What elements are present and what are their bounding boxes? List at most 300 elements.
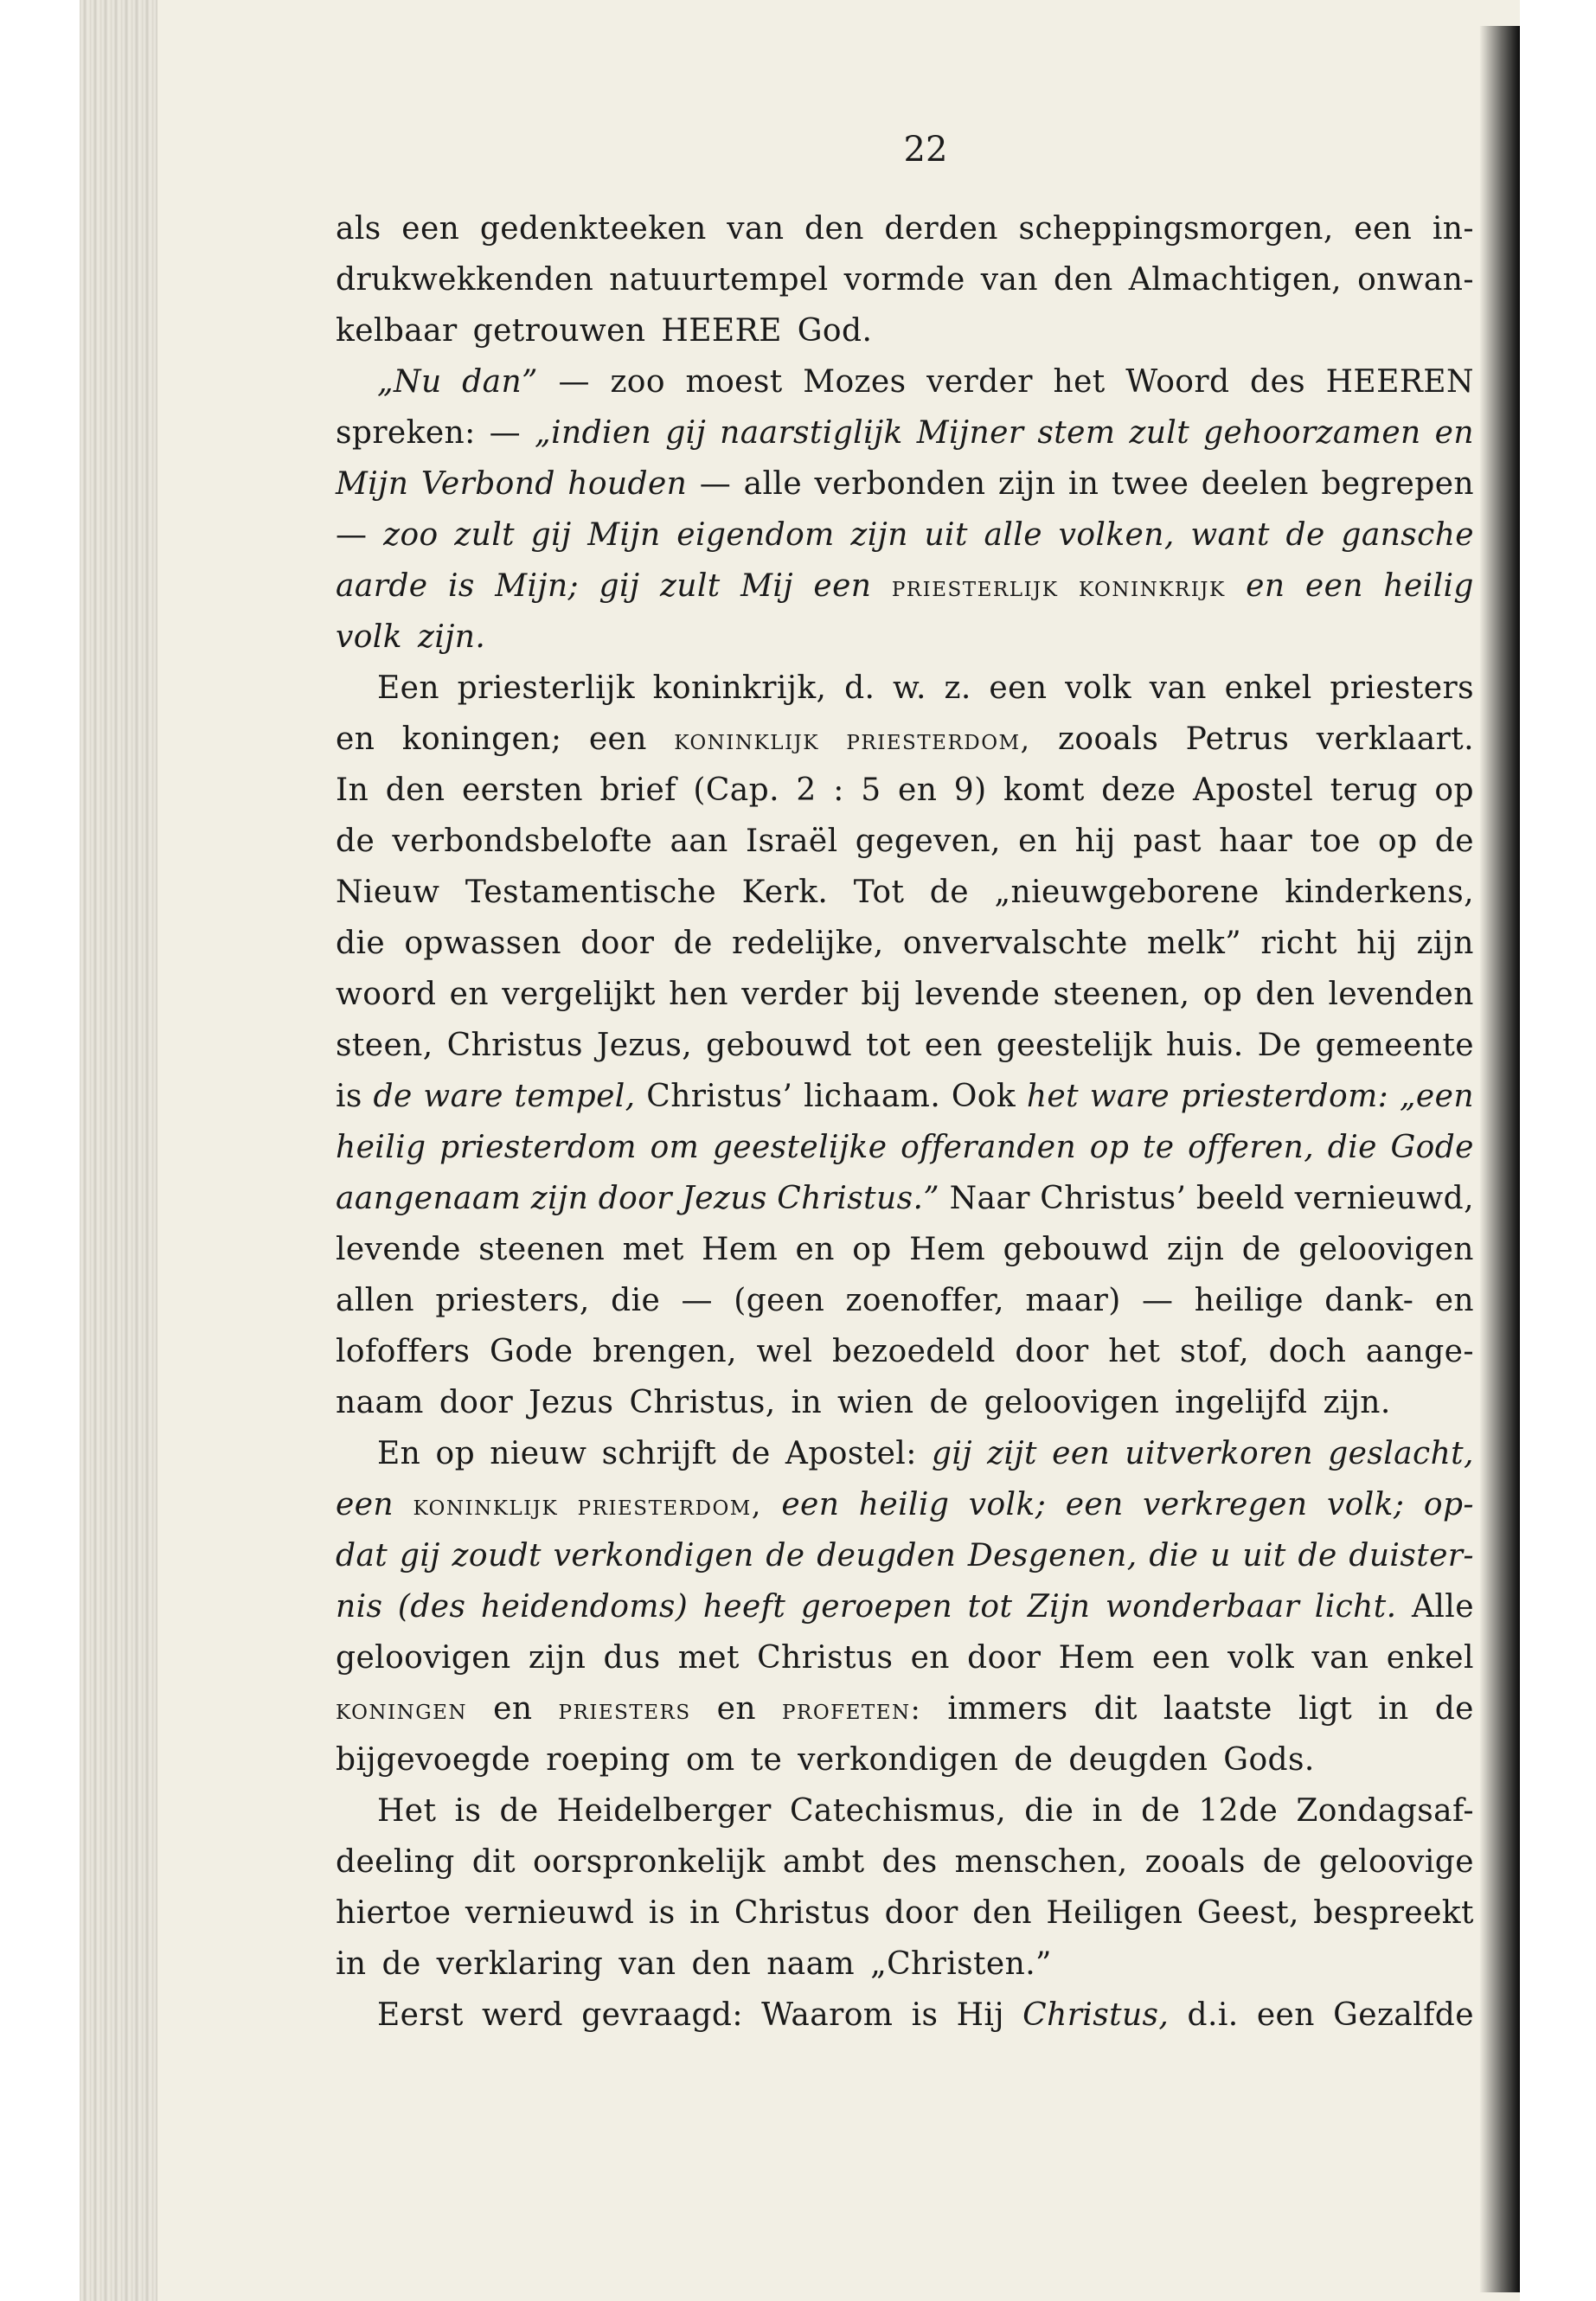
word: en [336, 721, 375, 757]
word: bij [861, 977, 902, 1012]
word: wien [837, 1385, 914, 1420]
word: profeten: [782, 1692, 922, 1726]
word: die [1024, 1793, 1074, 1829]
word: de [929, 875, 969, 910]
word: geloovige [1318, 1844, 1474, 1880]
word: het [1108, 1334, 1161, 1369]
word: de [1434, 824, 1474, 859]
word: met [622, 1232, 684, 1267]
word: koninkrijk, [652, 670, 827, 706]
word: menschen, [954, 1844, 1128, 1880]
word: uitverkoren [1125, 1436, 1313, 1471]
word: levenden [1328, 977, 1474, 1012]
word: woord [336, 977, 437, 1012]
word: met [677, 1640, 740, 1676]
word: naam [766, 1946, 856, 1982]
word: levende [914, 977, 1041, 1012]
text-line [336, 1428, 1474, 1479]
word: zooals [1058, 721, 1159, 757]
word: koninklijk [674, 722, 819, 756]
word: de [381, 1946, 421, 1982]
word: hij [1356, 926, 1398, 961]
word: Mijn [587, 517, 661, 553]
word: gevraagd: [581, 1997, 743, 2033]
word: bezoedeld [831, 1334, 996, 1369]
word: Christus, [629, 1385, 776, 1420]
word: Alle [1411, 1589, 1474, 1625]
word: Almachtigen, [1128, 262, 1343, 298]
word: lichaam. [804, 1079, 941, 1114]
word: volken, [1058, 517, 1175, 553]
word: zijn [528, 1640, 586, 1676]
word: tot [866, 1028, 911, 1063]
word: offeren, [1188, 1130, 1315, 1165]
word: w. [893, 670, 926, 706]
word: „Nu [377, 364, 442, 400]
word: u [1210, 1538, 1231, 1574]
text-line [336, 1683, 1474, 1734]
word: — [681, 1283, 713, 1318]
word: heilig [1383, 568, 1474, 604]
word: zult [659, 568, 721, 604]
word: hij [1074, 824, 1116, 859]
word: Gode [490, 1334, 574, 1369]
word: gebouwd [1003, 1232, 1150, 1267]
word: heilige [1194, 1283, 1304, 1318]
word: een [336, 1487, 394, 1522]
word: Israël [745, 824, 838, 859]
word: (des [397, 1589, 466, 1625]
word: Mij [740, 568, 793, 604]
body-text [336, 203, 1474, 2041]
word: gehoorzamen [1203, 415, 1421, 451]
word: een [588, 721, 647, 757]
word: een [1256, 1997, 1315, 2033]
word: dus [603, 1640, 661, 1676]
word: — [558, 364, 590, 400]
word: Hem [1058, 1640, 1135, 1676]
word: priesters [1330, 670, 1474, 706]
word: Christus’ [646, 1079, 793, 1114]
word: zoo [383, 517, 439, 553]
word: scheppingsmorgen, [1018, 211, 1334, 247]
word: schrijft [601, 1436, 717, 1471]
word: gij [530, 517, 572, 553]
word: Christus [757, 1640, 894, 1676]
word: is [447, 568, 475, 604]
word: Desgenen, [967, 1538, 1138, 1574]
word: geloovigen [1298, 1232, 1474, 1267]
word: en [1434, 415, 1474, 451]
word: dit [1093, 1691, 1138, 1727]
word: geslacht, [1328, 1436, 1474, 1471]
text-line [336, 867, 1474, 918]
word: die [611, 1283, 661, 1318]
word: 9) [953, 772, 987, 808]
word: In [336, 772, 369, 808]
word: Kerk. [741, 875, 829, 910]
word: van [619, 1946, 676, 1982]
word: verkondigen [553, 1538, 754, 1574]
text-line [336, 1326, 1474, 1377]
word: aangenaam [336, 1181, 522, 1216]
word: kinderkens, [1285, 875, 1474, 910]
word: oorspronkelijk [532, 1844, 766, 1880]
word: Zijn [1027, 1589, 1091, 1625]
word: in [1092, 1793, 1123, 1829]
word: zijn [850, 517, 908, 553]
word: aange- [1365, 1334, 1474, 1369]
word: stem [1037, 415, 1116, 451]
word: vergelijkt [502, 977, 656, 1012]
word: Hem [909, 1232, 986, 1267]
word: maar) [1025, 1283, 1121, 1318]
word: toe [1310, 824, 1361, 859]
text-line [336, 1275, 1474, 1326]
word: dat [336, 1538, 388, 1574]
word: priesterdom: [1180, 1079, 1389, 1114]
word: terug [1330, 772, 1418, 808]
word: en [910, 1640, 950, 1676]
word: volk [1227, 1640, 1295, 1676]
word: ligt [1298, 1691, 1353, 1727]
word: onwan- [1357, 262, 1474, 298]
word: deugden [817, 1538, 957, 1574]
word: te [750, 1742, 783, 1778]
word: een [1304, 568, 1363, 604]
word: priesters [558, 1692, 691, 1726]
word: Heiligen [1046, 1895, 1183, 1931]
word: priesters, [435, 1283, 590, 1318]
word: verkondigen [798, 1742, 999, 1778]
word: heilig [336, 1130, 426, 1165]
text-line [336, 969, 1474, 1020]
word: gij [665, 415, 707, 451]
word: en [493, 1691, 533, 1727]
word: Christus, [1022, 1997, 1170, 2033]
word: gij [399, 1538, 440, 1574]
word: aarde [336, 568, 428, 604]
text-line [336, 1020, 1474, 1071]
word: een [1354, 211, 1413, 247]
word: „Christen.” [870, 1946, 1052, 1982]
word: alle [743, 466, 803, 502]
word: te [1142, 1130, 1175, 1165]
word: duister- [1349, 1538, 1474, 1574]
word: zijn [997, 466, 1056, 502]
word: lofoffers [336, 1334, 471, 1369]
word: vernieuwd, [1294, 1181, 1474, 1216]
word: Hem [702, 1232, 779, 1267]
word: door [580, 926, 655, 961]
word: den [1054, 262, 1113, 298]
word: Testamentische [465, 875, 717, 910]
word: Woord [1125, 364, 1230, 400]
text-line [336, 407, 1474, 458]
word: de [673, 926, 713, 961]
word: Een [377, 670, 439, 706]
word: is [454, 1793, 482, 1829]
word: het [1026, 1079, 1079, 1114]
word: licht. [1314, 1589, 1397, 1625]
text-line [336, 1836, 1474, 1888]
word: doch [1268, 1334, 1347, 1369]
word: vernieuwd [465, 1895, 635, 1931]
word: tot [967, 1589, 1013, 1625]
word: alle [984, 517, 1042, 553]
word: en [1018, 824, 1058, 859]
word: levende [336, 1232, 461, 1267]
word: volk [1065, 670, 1132, 706]
word: hiertoe [336, 1895, 452, 1931]
word: den [385, 772, 445, 808]
word: heilig [858, 1487, 950, 1522]
word: in [1067, 466, 1099, 502]
word: huis. [1165, 1028, 1244, 1063]
word: zooals [1144, 1844, 1246, 1880]
word: haar [1219, 824, 1292, 859]
word: zoenoffer, [845, 1283, 1004, 1318]
word: priesterlijk [891, 569, 1059, 603]
word: Apostel: [785, 1436, 917, 1471]
word: heidendoms) [480, 1589, 689, 1625]
word: Apostel [1192, 772, 1314, 808]
text-line [336, 765, 1474, 816]
text-line [336, 1122, 1474, 1173]
word: gebouwd [706, 1028, 853, 1063]
word: werd [481, 1997, 563, 2033]
word: een [1065, 1487, 1124, 1522]
text-line [336, 1990, 1474, 2041]
word: op [435, 1436, 476, 1471]
word: Heidelberger [556, 1793, 772, 1829]
word: Nieuw [336, 875, 440, 910]
word: getrouwen [472, 313, 646, 349]
word: uit [1242, 1538, 1286, 1574]
word: de [1262, 1844, 1302, 1880]
word: immers [947, 1691, 1068, 1727]
word: ingelijfd [1175, 1385, 1308, 1420]
word: verbonden [814, 466, 986, 502]
word: en [1434, 1283, 1474, 1318]
word: den [691, 1946, 752, 1982]
word: Christus [734, 1895, 871, 1931]
word: derden [884, 211, 998, 247]
text-line [336, 1530, 1474, 1581]
word: dit [471, 1844, 516, 1880]
word: van [980, 262, 1038, 298]
word: z. [944, 670, 971, 706]
word: gij [931, 1436, 972, 1471]
word: ware [423, 1079, 503, 1114]
word: aan [670, 824, 728, 859]
word: onvervalschte [902, 926, 1128, 961]
word: een [1151, 1640, 1210, 1676]
word: als [336, 211, 381, 247]
word: laatste [1163, 1691, 1272, 1727]
text-line [336, 203, 1474, 254]
word: om [685, 1742, 735, 1778]
word: offeranden [901, 1130, 1077, 1165]
word: en [795, 1232, 835, 1267]
word: priesterdom [439, 1130, 637, 1165]
word: verder [926, 364, 1033, 400]
word: Mijn; [495, 568, 580, 604]
text-line [336, 663, 1474, 714]
word: „nieuwgeborene [994, 875, 1259, 910]
text-line [336, 816, 1474, 867]
word: verbondsbelofte [392, 824, 653, 859]
word: en [716, 1691, 756, 1727]
word: deze [1101, 772, 1176, 808]
word: in- [1432, 211, 1474, 247]
text-line [336, 561, 1474, 612]
word: eersten [461, 772, 583, 808]
word: door [967, 1640, 1042, 1676]
word: een [1052, 1436, 1111, 1471]
text-line [336, 1479, 1474, 1530]
word: volk [336, 619, 402, 655]
word: „indien [535, 415, 652, 451]
stacked-page-edges [80, 0, 157, 2301]
word: brengen, [593, 1334, 737, 1369]
word: een [924, 1028, 983, 1063]
word: van [727, 211, 785, 247]
text-line [336, 510, 1474, 561]
word: redelijke, [732, 926, 884, 961]
text-line [336, 356, 1474, 407]
word: heeft [702, 1589, 786, 1625]
word: uit [924, 517, 968, 553]
word: melk” [1146, 926, 1242, 961]
word: natuurtempel [609, 262, 829, 298]
text-line [336, 1734, 1474, 1785]
word: Gode [1390, 1130, 1474, 1165]
word: verklaring [436, 1946, 604, 1982]
word: verder [741, 977, 849, 1012]
word: volk; [968, 1487, 1047, 1522]
word: gansche [1341, 517, 1474, 553]
word: verkregen [1143, 1487, 1308, 1522]
word: Waarom [761, 1997, 894, 2033]
word: zijn [1416, 926, 1474, 961]
word: hen [669, 977, 729, 1012]
word: brief [599, 772, 676, 808]
word: bijgevoegde [336, 1742, 531, 1778]
word: en [898, 772, 938, 808]
word: HEERE [661, 313, 782, 349]
word: tempel, [514, 1079, 636, 1114]
word: een [989, 670, 1048, 706]
word: zult [454, 517, 515, 553]
word: zijn. [1323, 1385, 1391, 1420]
word: Christus.” [777, 1181, 940, 1216]
word: — [1142, 1283, 1174, 1318]
word: (geen [734, 1283, 825, 1318]
word: 12de [1198, 1793, 1279, 1829]
word: Christus [446, 1028, 583, 1063]
word: gedenkteeken [479, 211, 707, 247]
word: Catechismus, [789, 1793, 1007, 1829]
word: den [1255, 977, 1316, 1012]
word: deugden [1068, 1742, 1208, 1778]
word: zijn. [417, 619, 486, 655]
text-line [336, 1377, 1474, 1428]
word: des [881, 1844, 938, 1880]
word: volk; [1326, 1487, 1405, 1522]
word: past [1132, 824, 1202, 859]
word: de [731, 1436, 771, 1471]
word: geestelijk [996, 1028, 1152, 1063]
word: een [401, 211, 460, 247]
word: zijn [530, 1181, 589, 1216]
word: spreken: [336, 415, 476, 451]
word: zijt [987, 1436, 1037, 1471]
text-line [336, 1939, 1474, 1990]
word: zoudt [452, 1538, 542, 1574]
word: komt [1003, 772, 1085, 808]
word: eigendom [676, 517, 835, 553]
word: Mijn [336, 466, 409, 502]
word: de [766, 1538, 805, 1574]
word: : [833, 772, 844, 808]
word: wonderbaar [1105, 1589, 1300, 1625]
word: steenen, [1053, 977, 1190, 1012]
word: twee [1111, 466, 1189, 502]
word: houden [567, 466, 688, 502]
text-line [336, 714, 1474, 765]
word: ambt [782, 1844, 865, 1880]
word: in [689, 1895, 721, 1931]
word: zoo [610, 364, 665, 400]
word: beeld [1195, 1181, 1285, 1216]
word: om [650, 1130, 700, 1165]
word: Hij [956, 1997, 1004, 2033]
word: die [1149, 1538, 1199, 1574]
word: die [1327, 1130, 1377, 1165]
word: een [813, 568, 872, 604]
word: dank- [1324, 1283, 1414, 1318]
word: priesterdom, [577, 1488, 762, 1522]
word: naam [336, 1385, 424, 1420]
word: in [336, 1946, 367, 1982]
word: Het [377, 1793, 437, 1829]
word: verklaart. [1316, 721, 1474, 757]
word: de [1434, 1691, 1474, 1727]
word: begrepen [1321, 466, 1474, 502]
word: zijn [1166, 1232, 1225, 1267]
word: geroepen [800, 1589, 953, 1625]
word: gegeven, [855, 824, 1001, 859]
word: Jezus [682, 1181, 767, 1216]
word: zult [1129, 415, 1190, 451]
word: gemeente [1315, 1028, 1474, 1063]
word: steen, [336, 1028, 433, 1063]
word: Ook [951, 1079, 1016, 1114]
word: „een [1399, 1079, 1474, 1114]
text-line [336, 1632, 1474, 1683]
word: een [781, 1487, 840, 1522]
word: het [1053, 364, 1106, 400]
word: Gezalfde [1333, 1997, 1474, 2033]
word: God. [797, 313, 873, 349]
word: Jezus, [596, 1028, 693, 1063]
word: en [449, 977, 489, 1012]
word: Mijner [916, 415, 1024, 451]
word: 5 [861, 772, 881, 808]
text-line [336, 458, 1474, 510]
word: opwassen [404, 926, 561, 961]
